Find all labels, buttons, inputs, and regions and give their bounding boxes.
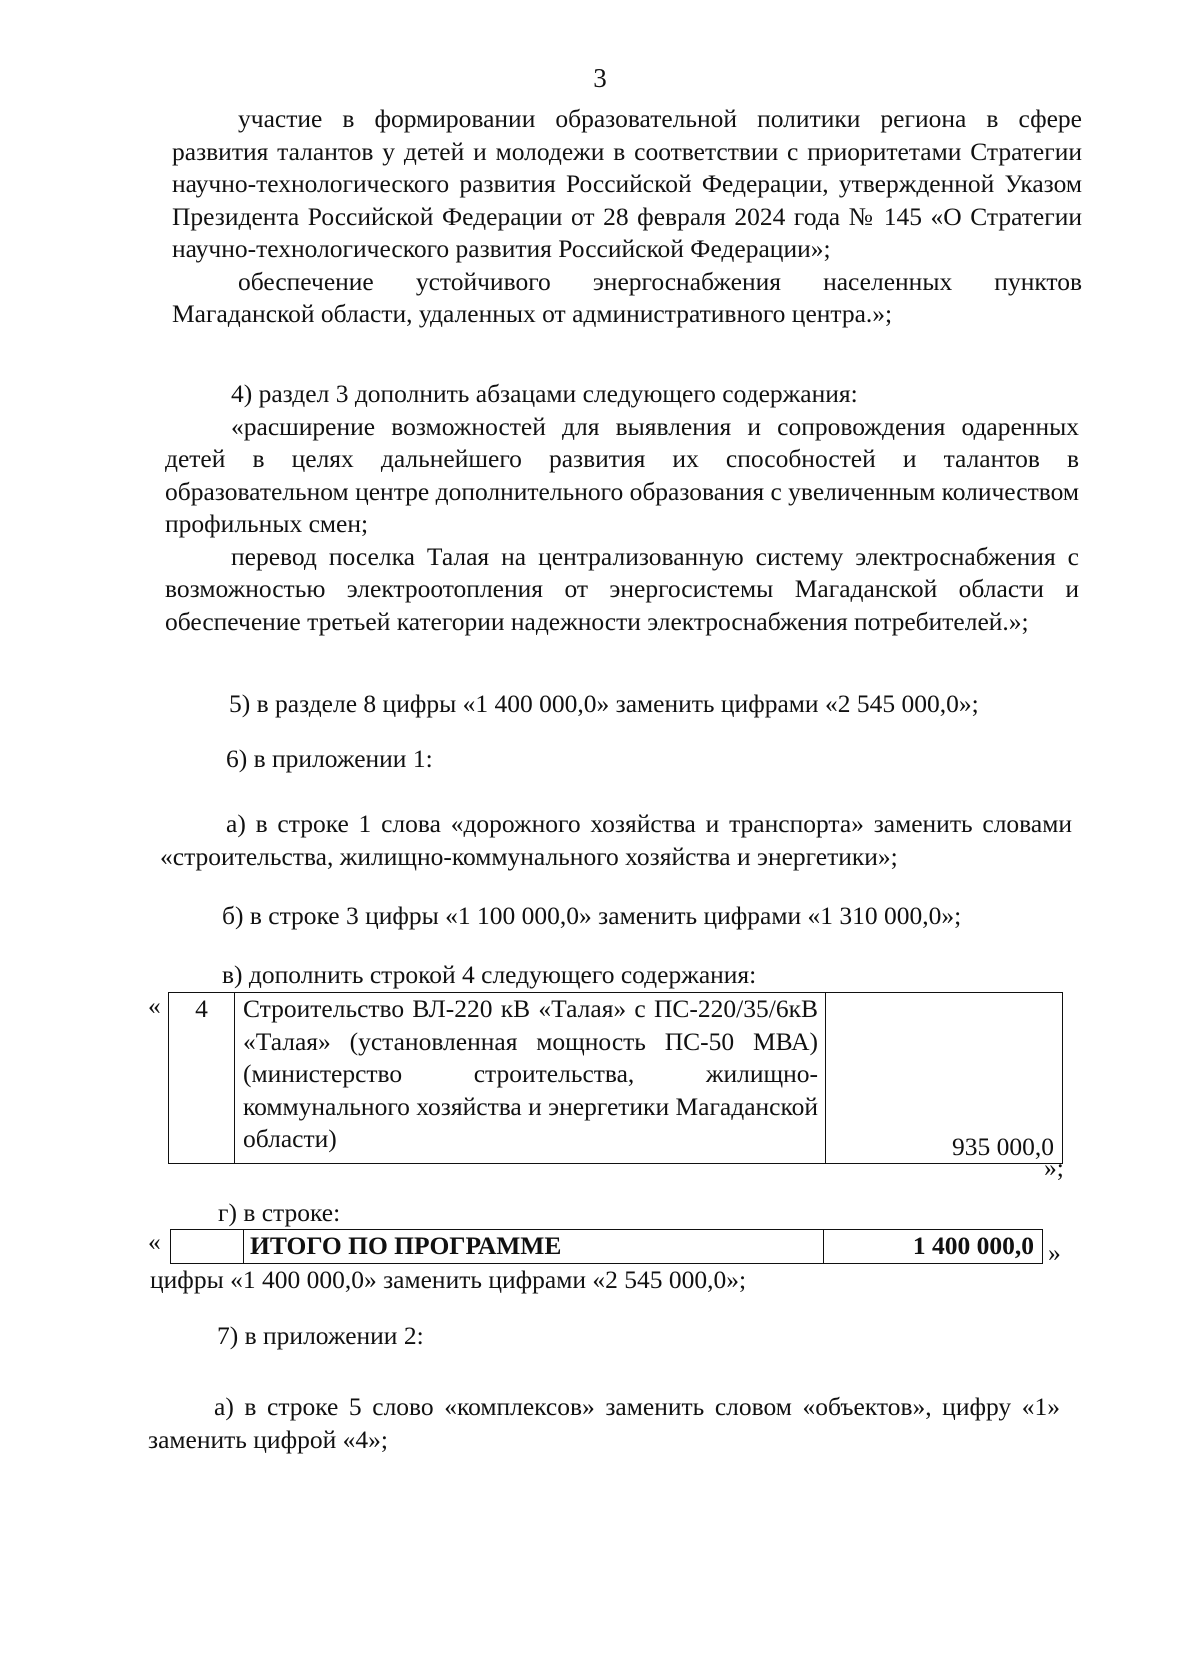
item-6g-replacement: цифры «1 400 000,0» заменить цифрами «2 545 000,0»;	[150, 1265, 747, 1294]
item-6-intro: 6) в приложении 1:	[226, 744, 433, 773]
table-row	[169, 993, 1063, 1164]
row4-description: Строительство ВЛ-220 кВ «Талая» с ПС-220/35/6кВ «Талая» (установленная мощность ПС-50 МВА) (министерство строительства, жилищно-коммунального хозяйства и энергетики Магаданской области)	[243, 994, 818, 1153]
item-6b: б) в строке 3 цифры «1 100 000,0» заменить цифрами «1 310 000,0»;	[222, 901, 962, 930]
item-6a: а) в строке 1 слова «дорожного хозяйства и транспорта» заменить словами «строительства, жилищно-коммунального хозяйства и энергетики»;	[160, 809, 1072, 871]
item-7-intro: 7) в приложении 2:	[217, 1321, 424, 1350]
total-amount-cell	[824, 1230, 1043, 1264]
paragraph-talent-policy: участие в формировании образовательной политики региона в сфере развития талантов у детей и молодежи в соответствии с приоритетами Стратегии научно-технологического развития Российской Федерации, утвержденной Указом Президента Российской Федерации от 28 февраля 2024 года № 145 «О Стратегии научно-технологического развития Российской Федерации»;	[172, 104, 1082, 263]
item-4-intro: 4) раздел 3 дополнить абзацами следующего содержания:	[231, 379, 858, 408]
row4-close-quote: »;	[1044, 1153, 1064, 1182]
total-open-quote: «	[148, 1227, 161, 1256]
row4-number: 4	[195, 994, 208, 1023]
total-empty-cell	[171, 1230, 244, 1264]
item-5: 5) в разделе 8 цифры «1 400 000,0» заменить цифрами «2 545 000,0»;	[229, 689, 979, 718]
row4-amount-cell	[826, 993, 1063, 1164]
item-4-block	[165, 378, 1079, 638]
item-6v: в) дополнить строкой 4 следующего содержания:	[222, 960, 757, 989]
total-close-quote: »	[1048, 1238, 1061, 1267]
item-6a-block	[160, 808, 1072, 873]
item-7a: а) в строке 5 слово «комплексов» заменить словом «объектов», цифру «1» заменить цифрой «4»;	[148, 1392, 1060, 1454]
item-6g: г) в строке:	[218, 1198, 341, 1227]
total-label-cell	[244, 1230, 824, 1264]
row4-description-cell	[235, 993, 826, 1164]
page-number: 3	[593, 63, 607, 93]
item-4-paragraph-talaya-power: перевод поселка Талая на централизованную систему электроснабжения с возможностью электроотопления от энергосистемы Магаданской области и обеспечение третьей категории надежности электроснабжения потребителей.»;	[165, 541, 1079, 636]
row4-amount: 935 000,0	[952, 1131, 1054, 1161]
item-4-paragraph-gifted-children: «расширение возможностей для выявления и сопровождения одаренных детей в целях дальнейшего развития их способностей и талантов в образовательном центре дополнительного образования с увеличенным количеством профильных смен;	[165, 411, 1079, 538]
continuation-block	[172, 103, 1082, 331]
item-7a-block	[148, 1391, 1060, 1456]
total-row-table	[170, 1229, 1043, 1264]
row4-number-cell	[169, 993, 235, 1164]
table-row	[171, 1230, 1043, 1264]
total-amount: 1 400 000,0	[912, 1231, 1034, 1260]
paragraph-energy-supply: обеспечение устойчивого энергоснабжения населенных пунктов Магаданской области, удаленных от административного центра.»;	[172, 266, 1082, 328]
total-label: ИТОГО ПО ПРОГРАММЕ	[250, 1231, 562, 1260]
row4-table	[168, 992, 1063, 1164]
row4-open-quote: «	[148, 991, 161, 1020]
